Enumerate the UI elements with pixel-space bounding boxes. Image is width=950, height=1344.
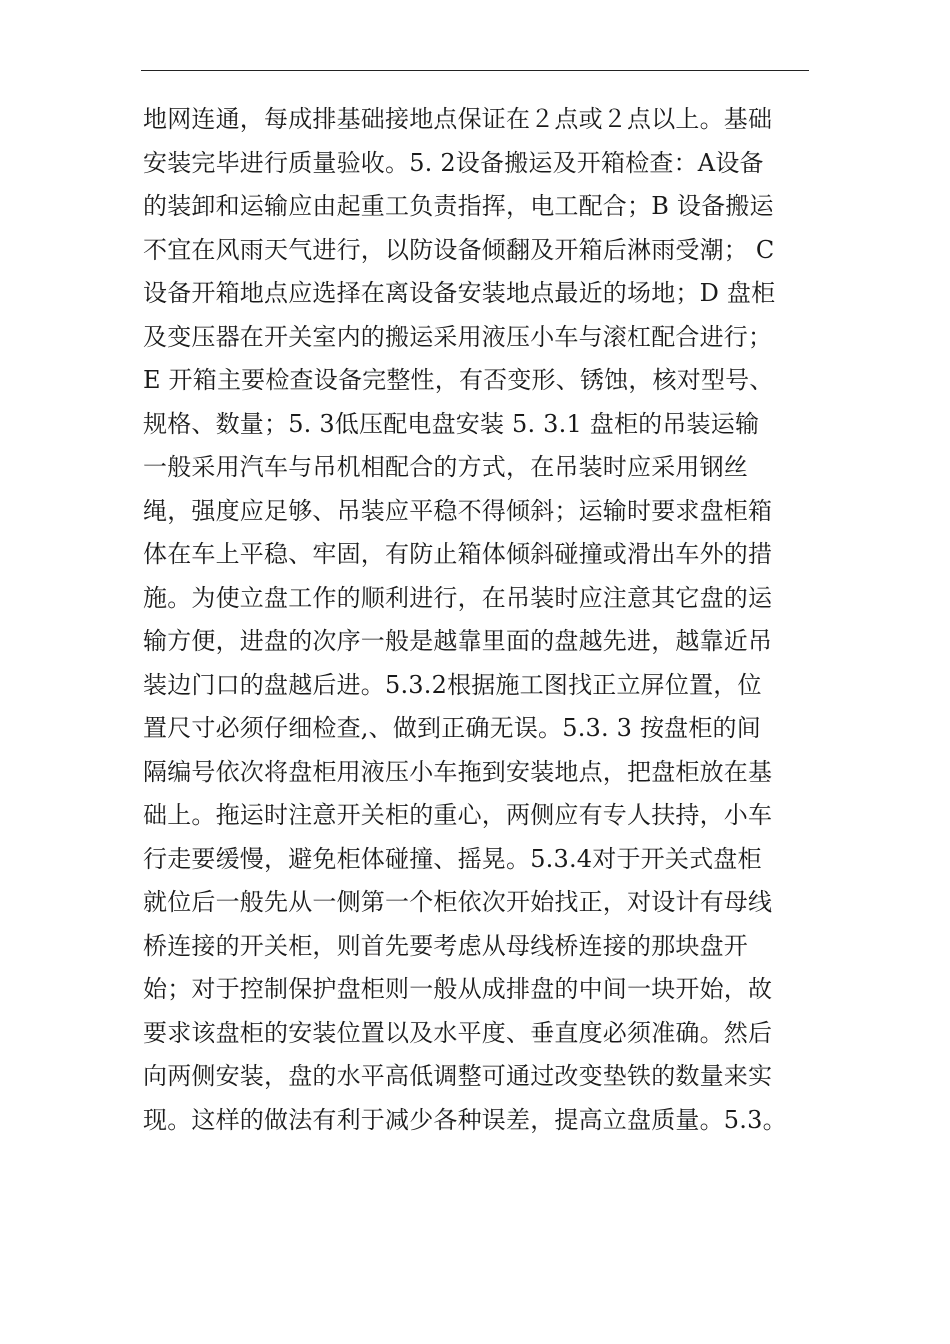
body-paragraph <box>143 98 823 1142</box>
text-line: 地网连通，每成排基础接地点保证在２点或２点以上。基础 <box>143 105 773 133</box>
text-line: 设备开箱地点应选择在离设备安装地点最近的场地；D 盘柜 <box>143 279 776 307</box>
text-line: 始；对于控制保护盘柜则一般从成排盘的中间一块开始，故 <box>143 975 773 1003</box>
text-line: 桥连接的开关柜，则首先要考虑从母线桥连接的那块盘开 <box>143 931 748 960</box>
text-line: 规格、数量；5. 3低压配电盘安装 5. 3.1 盘柜的吊装运输 <box>143 409 760 438</box>
text-line: 输方便，进盘的次序一般是越靠里面的盘越先进，越靠近吊 <box>143 627 773 655</box>
text-line: 装边门口的盘越后进。5.3.2根据施工图找正立屏位置，位 <box>143 670 762 699</box>
text-line: 向两侧安装，盘的水平高低调整可通过改变垫铁的数量来实 <box>143 1062 773 1090</box>
text-line: E 开箱主要检查设备完整性，有否变形、锈蚀，核对型号、 <box>143 366 774 394</box>
text-line: 体在车上平稳、牢固，有防止箱体倾斜碰撞或滑出车外的措 <box>143 540 773 568</box>
text-line: 施。为使立盘工作的顺利进行，在吊装时应注意其它盘的运 <box>143 583 773 612</box>
text-line: 就位后一般先从一侧第一个柜依次开始找正，对设计有母线 <box>143 888 773 916</box>
text-line: 绳，强度应足够、吊装应平稳不得倾斜；运输时要求盘柜箱 <box>143 496 773 525</box>
text-line: 一般采用汽车与吊机相配合的方式，在吊装时应采用钢丝 <box>143 453 748 481</box>
text-line: 要求该盘柜的安装位置以及水平度、垂直度必须准确。然后 <box>143 1018 773 1047</box>
text-line: 不宜在风雨天气进行，以防设备倾翻及开箱后淋雨受潮； C <box>143 235 775 264</box>
text-line: 置尺寸必须仔细检查,、做到正确无误。5.3. 3 按盘柜的间 <box>143 714 761 742</box>
text-line: 隔编号依次将盘柜用液压小车拖到安装地点，把盘柜放在基 <box>143 757 773 786</box>
text-line: 安装完毕进行质量验收。5. 2设备搬运及开箱检查：A设备 <box>143 148 764 177</box>
text-line: 及变压器在开关室内的搬运采用液压小车与滚杠配合进行； <box>143 322 773 351</box>
text-line: 的装卸和运输应由起重工负责指挥，电工配合；B 设备搬运 <box>143 192 774 220</box>
text-line: 础上。拖运时注意开关柜的重心，两侧应有专人扶持，小车 <box>143 801 773 829</box>
header-rule <box>141 70 809 71</box>
text-line: 行走要缓慢，避免柜体碰撞、摇晃。5.3.4对于开关式盘柜 <box>143 844 762 873</box>
text-line: 现。这样的做法有利于减少各种误差，提高立盘质量。5.3。 <box>143 1105 787 1134</box>
